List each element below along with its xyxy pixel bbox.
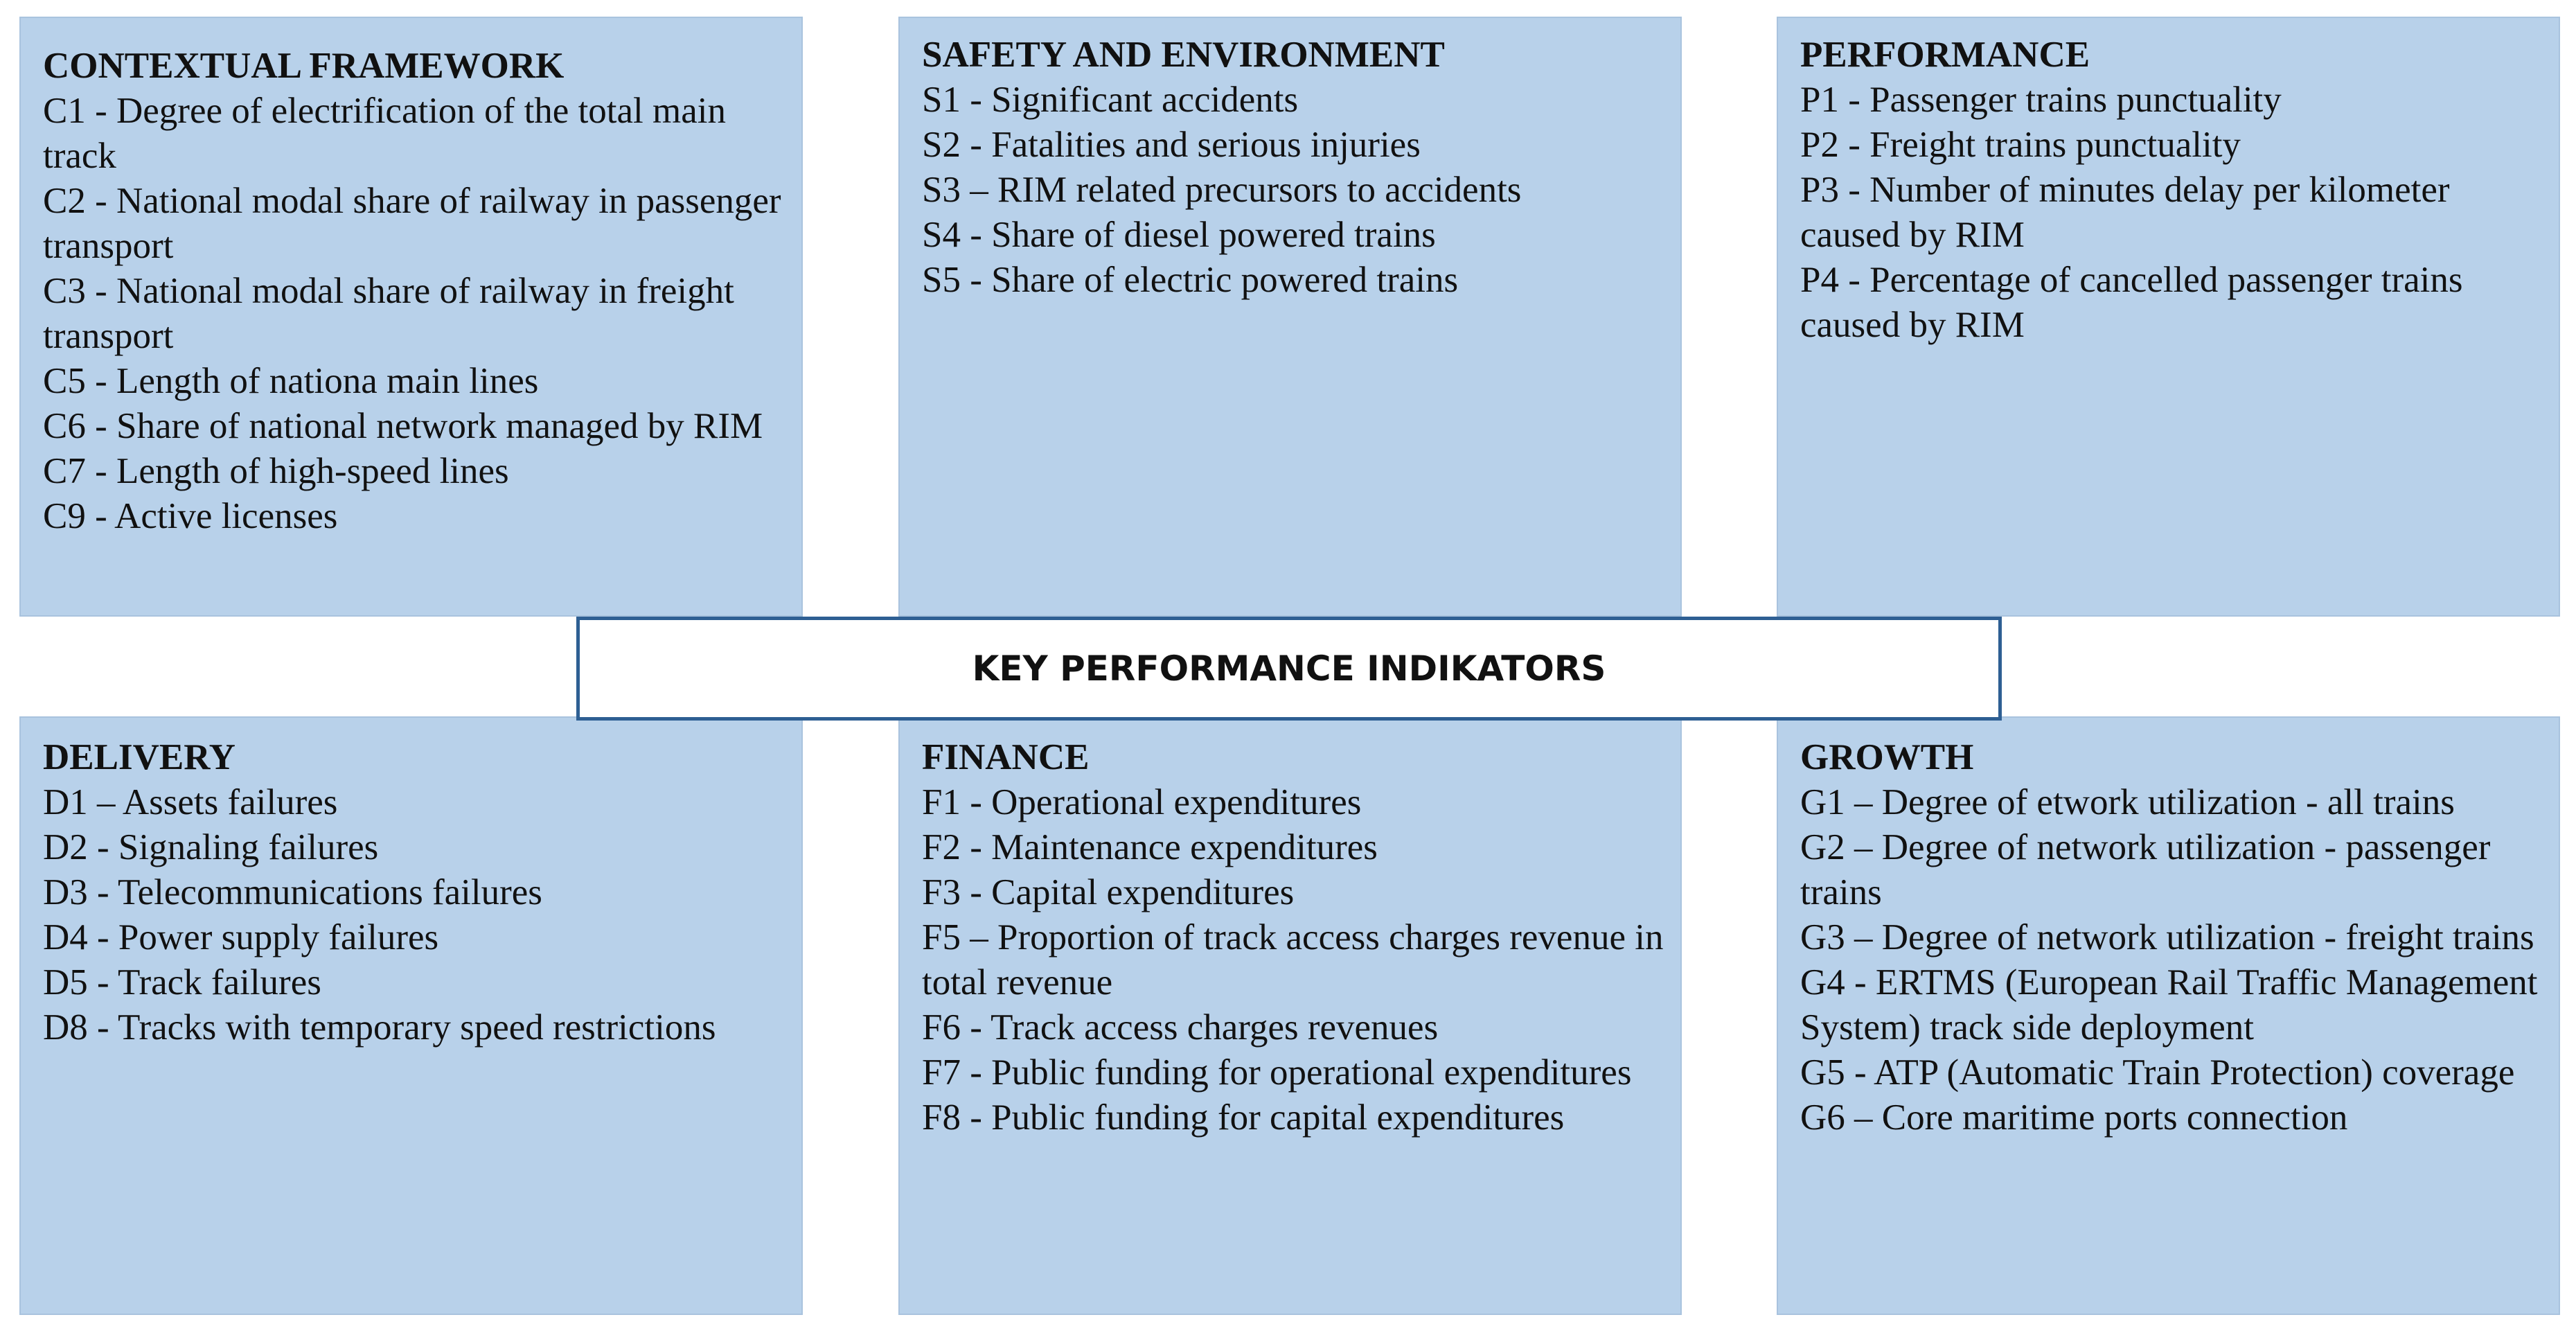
indicator-item: D4 - Power supply failures (43, 917, 439, 957)
center-title: KEY PERFORMANCE INDIKATORS (972, 648, 1606, 689)
panel-title: DELIVERY (43, 737, 236, 777)
indicator-item: P3 - Number of minutes delay per kilometer caused by RIM (1800, 170, 2450, 255)
indicator-item: G5 - ATP (Automatic Train Protection) coverage (1800, 1052, 2515, 1093)
panel-title: SAFETY AND ENVIRONMENT (922, 35, 1445, 75)
indicator-item: G2 – Degree of network utilization - passenger trains (1800, 827, 2491, 912)
indicator-item: P4 - Percentage of cancelled passenger trains caused by RIM (1800, 260, 2463, 345)
indicator-item: F1 - Operational expenditures (922, 782, 1362, 822)
indicator-item: C2 - National modal share of railway in passenger transport (43, 181, 781, 266)
panel-delivery (19, 716, 803, 1315)
indicator-item: C3 - National modal share of railway in freight transport (43, 271, 734, 356)
indicator-item: C5 - Length of nationa main lines (43, 361, 539, 401)
indicator-item: G4 - ERTMS (European Rail Traffic Management System) track side deployment (1800, 962, 2538, 1048)
indicator-item: C9 - Active licenses (43, 496, 338, 536)
panel-title: GROWTH (1800, 737, 1974, 777)
indicator-item: F7 - Public funding for operational expenditures (922, 1052, 1632, 1093)
panel-title: PERFORMANCE (1800, 35, 2090, 75)
panel-finance (898, 716, 1682, 1315)
indicator-item: F2 - Maintenance expenditures (922, 827, 1378, 867)
indicator-item: S4 - Share of diesel powered trains (922, 215, 1436, 255)
panel-growth (1777, 716, 2560, 1315)
indicator-item: G3 – Degree of network utilization - freight trains (1800, 917, 2534, 957)
indicator-item: P1 - Passenger trains punctuality (1800, 80, 2282, 120)
indicator-item: S1 - Significant accidents (922, 80, 1299, 120)
indicator-item: G6 – Core maritime ports connection (1800, 1097, 2348, 1138)
key-performance-indicators-box (576, 617, 2002, 721)
indicator-item: D5 - Track failures (43, 962, 321, 1003)
indicator-item: P2 - Freight trains punctuality (1800, 125, 2241, 165)
indicator-item: D3 - Telecommunications failures (43, 872, 542, 912)
panel-performance (1777, 17, 2560, 617)
indicator-item: S5 - Share of electric powered trains (922, 260, 1459, 300)
indicator-item: F8 - Public funding for capital expenditures (922, 1097, 1565, 1138)
indicator-item: G1 – Degree of etwork utilization - all trains (1800, 782, 2455, 822)
panel-title: FINANCE (922, 737, 1090, 777)
indicator-item: C7 - Length of high-speed lines (43, 451, 509, 491)
indicator-item: S3 – RIM related precursors to accidents (922, 170, 1522, 210)
panel-contextual-framework (19, 17, 803, 617)
indicator-item: D2 - Signaling failures (43, 827, 379, 867)
indicator-item: F6 - Track access charges revenues (922, 1007, 1439, 1048)
indicator-item: C6 - Share of national network managed by RIM (43, 406, 763, 446)
indicator-item: C1 - Degree of electrification of the total main track (43, 91, 726, 176)
panel-title: CONTEXTUAL FRAMEWORK (43, 46, 565, 86)
indicator-item: F3 - Capital expenditures (922, 872, 1295, 912)
indicator-item: S2 - Fatalities and serious injuries (922, 125, 1421, 165)
indicator-item: F5 – Proportion of track access charges revenue in total revenue (922, 917, 1664, 1003)
indicator-item: D1 – Assets failures (43, 782, 338, 822)
indicator-item: D8 - Tracks with temporary speed restrictions (43, 1007, 716, 1048)
panel-safety-environment (898, 17, 1682, 617)
